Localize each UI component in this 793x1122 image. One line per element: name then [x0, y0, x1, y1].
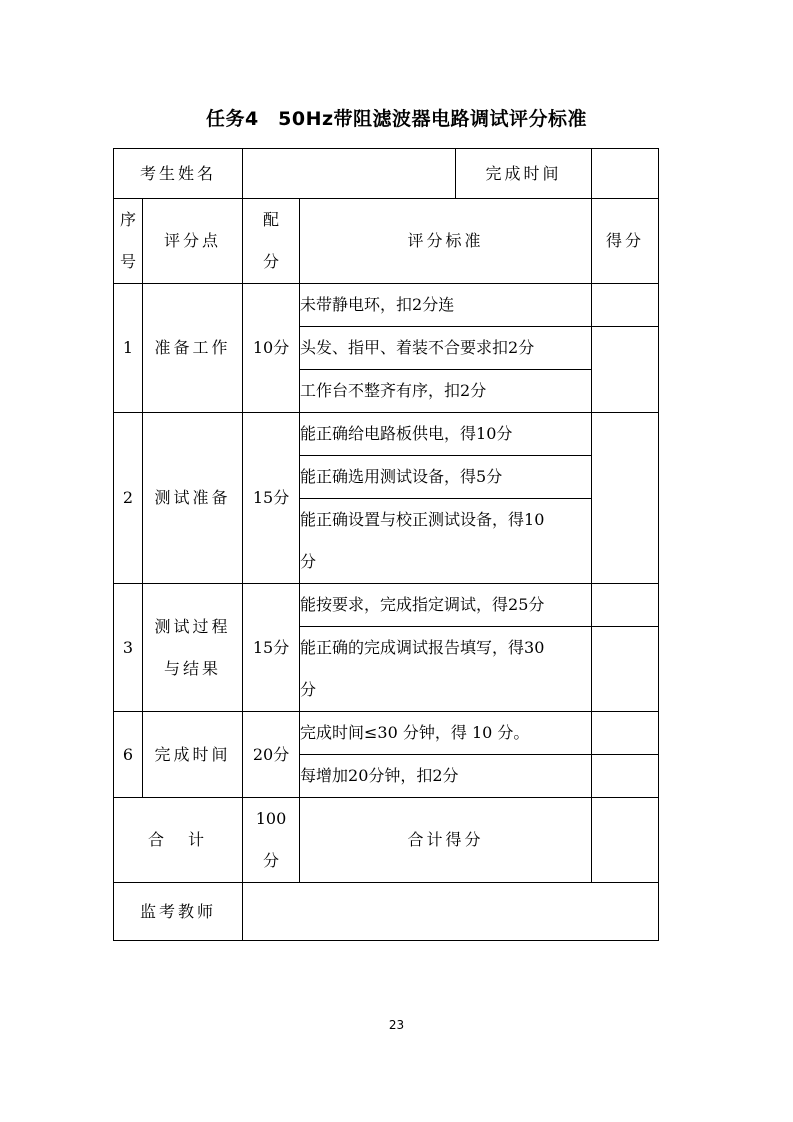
column-header-row [114, 199, 659, 284]
row-seq: 6 [114, 712, 143, 798]
col-seq-header-line1: 序 [119, 210, 136, 229]
col-alloc-header [243, 199, 300, 284]
row-point-line2: 与结果 [164, 658, 222, 678]
criteria-item: 未带静电环，扣2分连 [300, 284, 592, 327]
col-seq-header-line2: 号 [119, 252, 136, 271]
student-name-label: 考生姓名 [114, 149, 243, 199]
score-cell [592, 284, 659, 327]
total-alloc [243, 798, 300, 883]
criteria-item: 完成时间≤30 分钟，得 10 分。 [300, 712, 592, 755]
criteria-line: 能正确的完成调试报告填写，得30 [300, 638, 545, 657]
col-point-header: 评分点 [143, 199, 243, 284]
col-alloc-header-line2: 分 [263, 252, 280, 271]
col-alloc-header-line1: 配 [263, 210, 280, 229]
criteria-line: 分 [300, 552, 317, 571]
row-alloc: 15分 [243, 413, 300, 584]
score-cell [592, 627, 659, 712]
row-seq: 3 [114, 584, 143, 712]
row-point [143, 584, 243, 712]
supervisor-value [243, 883, 659, 941]
criteria-item: 头发、指甲、着装不合要求扣2分 [300, 327, 592, 370]
criteria-item [300, 499, 592, 584]
student-name-value [243, 149, 456, 199]
score-cell [592, 327, 659, 413]
criteria-item [300, 627, 592, 712]
col-seq-header [114, 199, 143, 284]
criteria-item: 工作台不整齐有序，扣2分 [300, 370, 592, 413]
row-alloc: 20分 [243, 712, 300, 798]
row-alloc: 10分 [243, 284, 300, 413]
table-row [114, 284, 659, 327]
total-alloc-line2: 分 [263, 851, 280, 870]
row-point: 完成时间 [143, 712, 243, 798]
score-cell [592, 755, 659, 798]
page-title: 任务4 50Hz带阻滤波器电路调试评分标准 [205, 108, 588, 130]
row-point: 准备工作 [143, 284, 243, 413]
supervisor-label: 监考教师 [114, 883, 243, 941]
row-seq: 2 [114, 413, 143, 584]
criteria-item: 能正确给电路板供电，得10分 [300, 413, 592, 456]
score-cell [592, 584, 659, 627]
page-number: 23 [388, 1018, 405, 1032]
total-score-cell [592, 798, 659, 883]
completion-time-label: 完成时间 [456, 149, 592, 199]
total-label: 合 计 [114, 798, 243, 883]
row-point-line1: 测试过程 [154, 616, 231, 636]
criteria-item: 能正确选用测试设备，得5分 [300, 456, 592, 499]
criteria-line: 能正确设置与校正测试设备，得10 [300, 510, 545, 529]
supervisor-row [114, 883, 659, 941]
total-alloc-line1: 100 [255, 809, 287, 828]
score-cell [592, 712, 659, 755]
completion-time-value [592, 149, 659, 199]
score-cell [592, 413, 659, 584]
total-criteria: 合计得分 [300, 798, 592, 883]
criteria-item: 能按要求，完成指定调试，得25分 [300, 584, 592, 627]
info-row [114, 149, 659, 199]
row-point: 测试准备 [143, 413, 243, 584]
row-alloc: 15分 [243, 584, 300, 712]
scoring-table [113, 148, 659, 941]
table-row [114, 413, 659, 456]
criteria-line: 分 [300, 680, 317, 699]
col-score-header: 得分 [592, 199, 659, 284]
col-criteria-header: 评分标准 [300, 199, 592, 284]
table-row [114, 712, 659, 755]
total-row [114, 798, 659, 883]
criteria-item: 每增加20分钟，扣2分 [300, 755, 592, 798]
row-seq: 1 [114, 284, 143, 413]
table-row [114, 584, 659, 627]
